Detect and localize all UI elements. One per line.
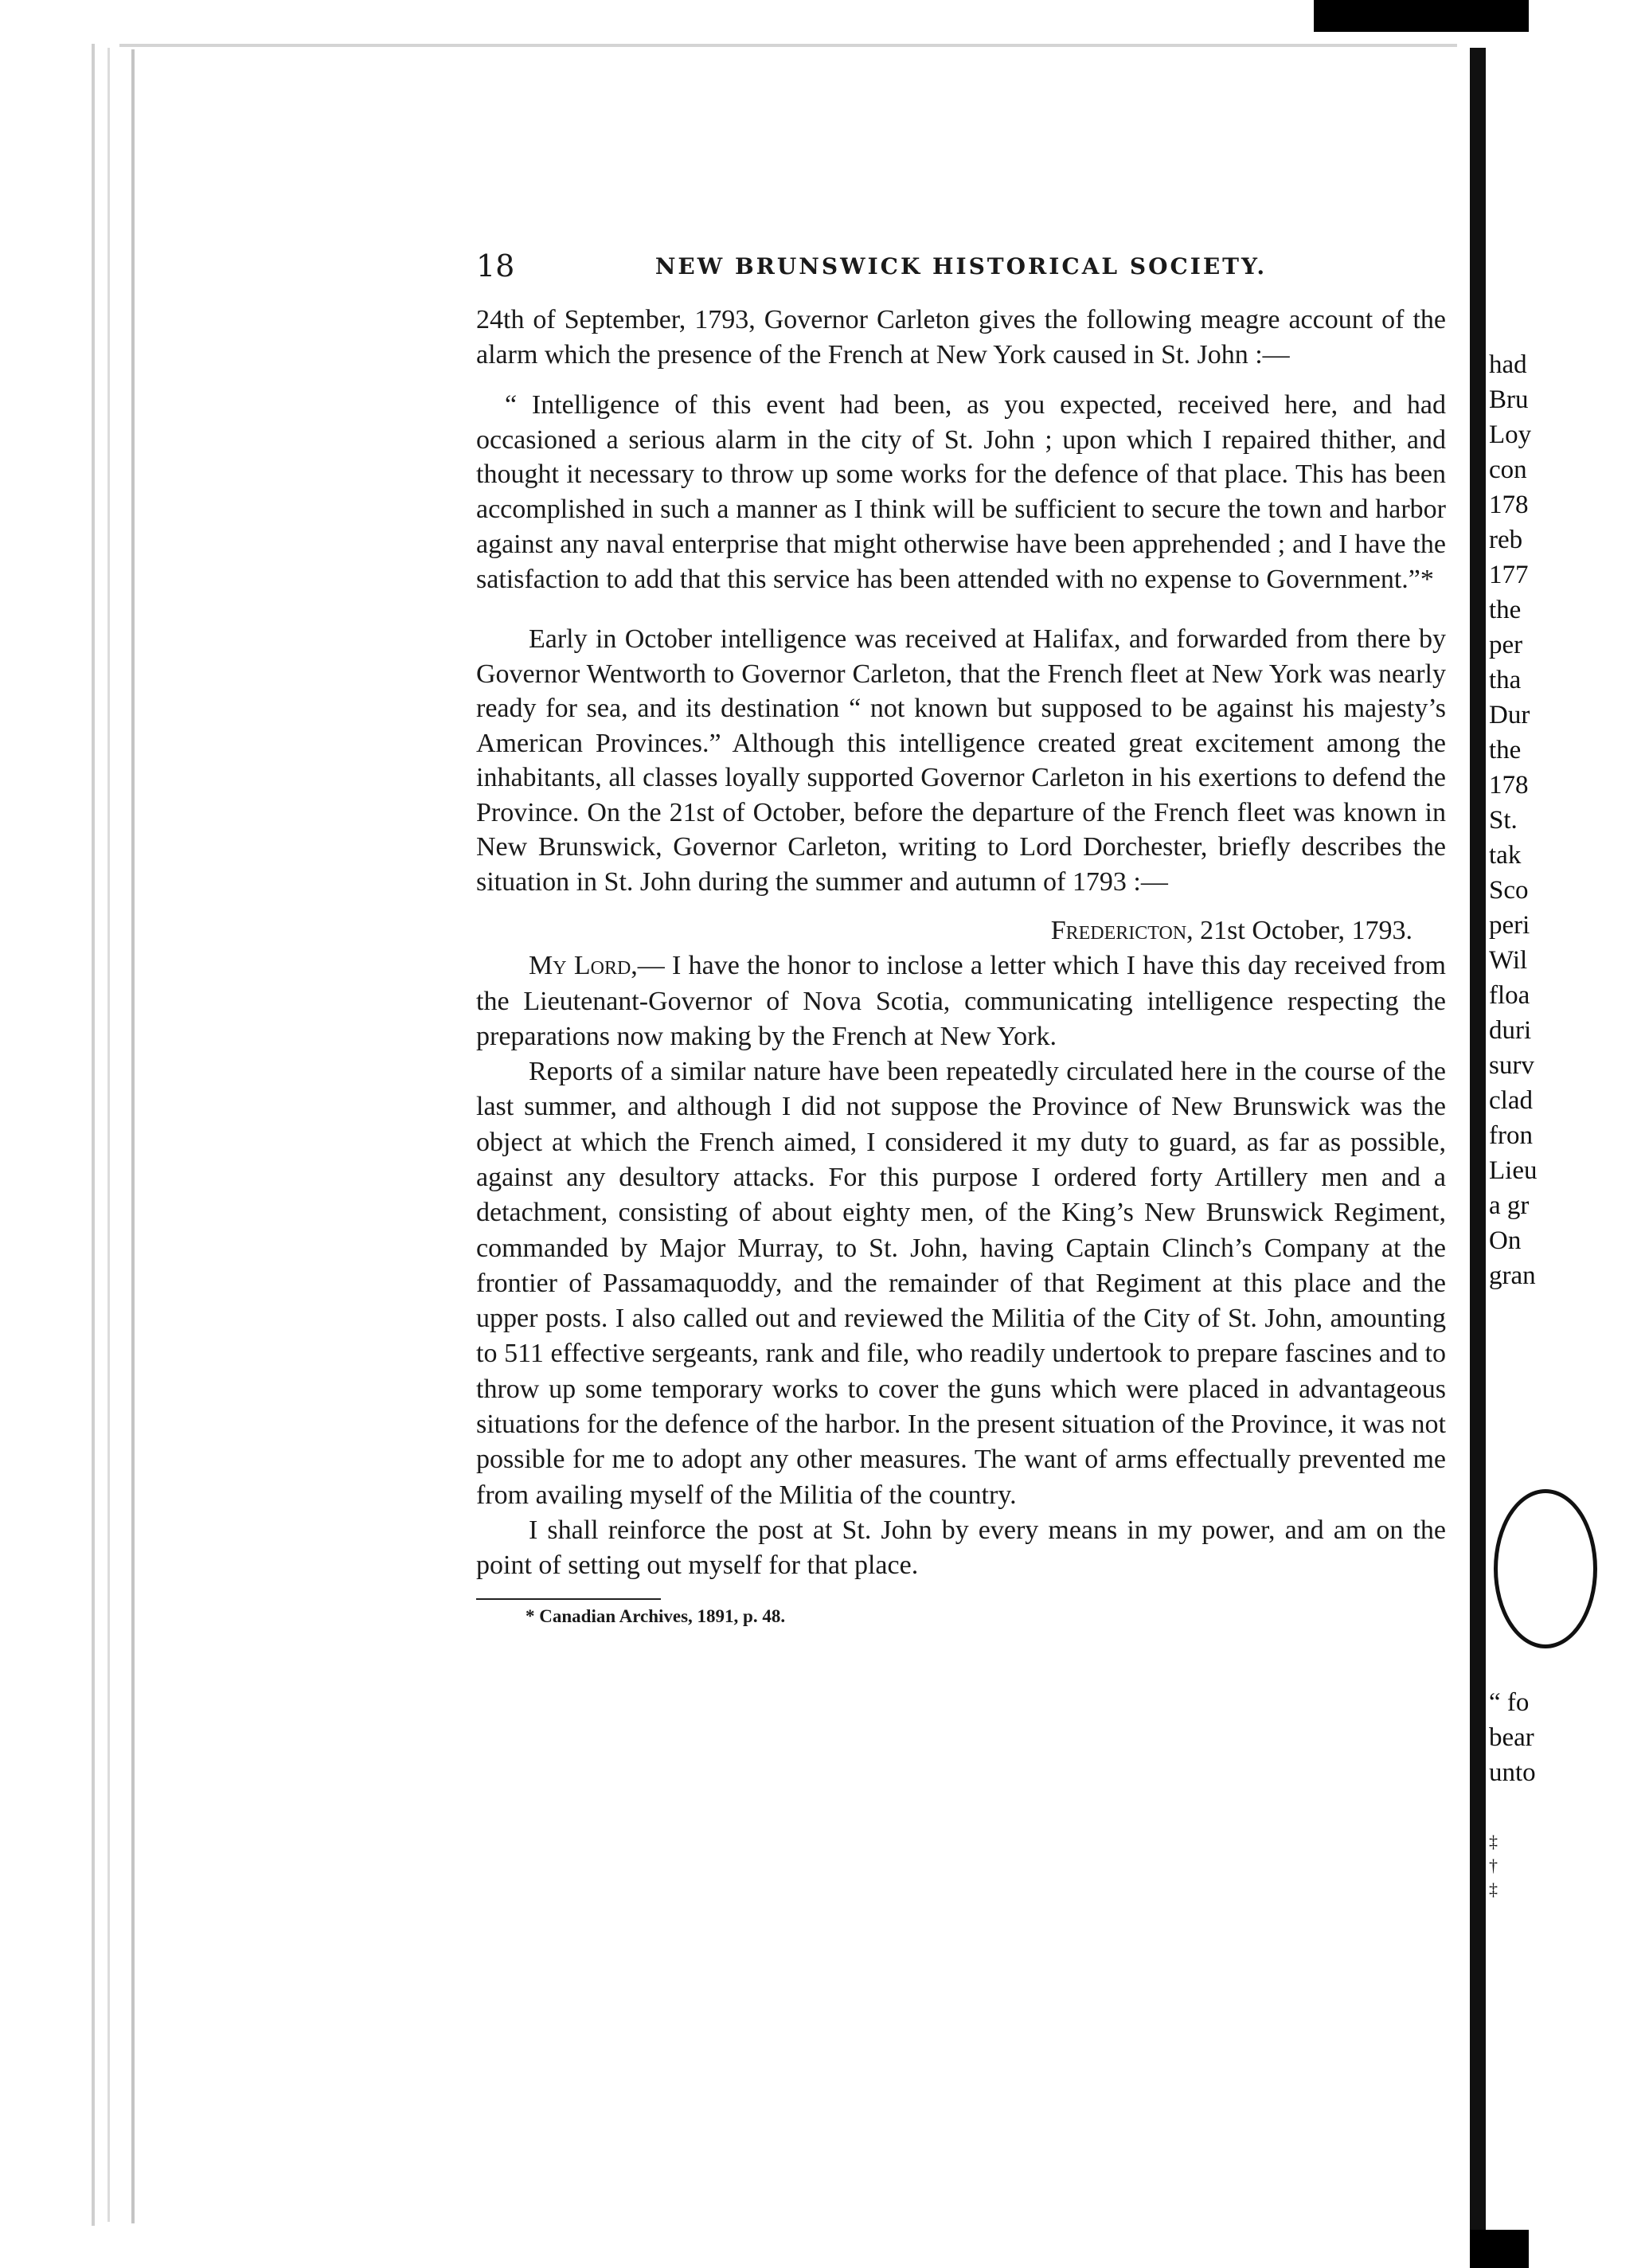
footnote-rule <box>476 1598 661 1600</box>
adjacent-page-fragment: the <box>1489 596 1522 624</box>
adjacent-page-fragment: fron <box>1489 1121 1533 1150</box>
letter-text: — I have the honor to inclose a letter which I have this day received from the Lieutenant-Governor of Nova Scotia, communicating intelligence respecting the preparations now making by the French at New York. <box>476 951 1446 1051</box>
paragraph: Early in October intelligence was received at Halifax, and forwarded from there by Governor Wentworth to Governor Carleton, that the French fleet at New York was nearly ready for sea, and its destination “ not known but supposed to be against his majesty’s American Provinces.” Although this intelligence created great excitement among the inhabitants, all classes loyally supported Governor Carleton in his exertions to defend the Province. On the 21st of October, before the departure of the French fleet was known in New Brunswick, Governor Carleton, writing to Lord Dorchester, briefly describes the situation in St. John during the summer and autumn of 1793 :— <box>476 624 1446 897</box>
adjacent-page-fragment: tha <box>1489 666 1522 694</box>
dateline-date: 21st October, 1793. <box>1193 916 1413 946</box>
book-page <box>476 239 1446 1627</box>
adjacent-page-fragment: Lieu <box>1489 1156 1538 1185</box>
scan-border-bottom <box>1470 2230 1529 2268</box>
adjacent-page-fragment: had <box>1489 350 1527 379</box>
adjacent-page-fragment: † <box>1489 1855 1498 1875</box>
letter-salutation: My Lord, <box>529 951 638 981</box>
paragraph: 24th of September, 1793, Governor Carleton gives the following meagre account of the alarm which the presence of the French at New York caused in St. John :— <box>476 305 1446 370</box>
adjacent-page-fragment: 178 <box>1489 771 1529 800</box>
page-stack-edge <box>92 44 95 2226</box>
adjacent-page-fragment: surv <box>1489 1051 1534 1080</box>
letter-dateline <box>476 913 1413 948</box>
adjacent-page-fragment: clad <box>1489 1086 1533 1115</box>
adjacent-page-ornament <box>1494 1489 1597 1648</box>
adjacent-page-fragment: 178 <box>1489 491 1529 519</box>
adjacent-page-fragment: peri <box>1489 911 1530 940</box>
adjacent-page-fragment: per <box>1489 631 1523 659</box>
adjacent-page-fragment: St. <box>1489 806 1518 835</box>
adjacent-page-fragment: gran <box>1489 1261 1536 1290</box>
adjacent-page-fragment: “ fo <box>1489 1688 1530 1717</box>
adjacent-page-fragment: reb <box>1489 526 1523 554</box>
adjacent-page-fragment: Loy <box>1489 420 1532 449</box>
adjacent-page-fragment: ‡ <box>1489 1832 1498 1852</box>
adjacent-page-fragment: Bru <box>1489 385 1529 414</box>
block-quote: “ Intelligence of this event had been, as you expected, received here, and had occasioned a serious alarm in the city of St. John ; upon which I repaired thither, and thought it necessary to throw up some works for the defence of that place. This has been accomplished in such a manner as I think will be sufficient to secure the town and harbor against any naval enterprise that might otherwise have been apprehended ; and I have the satisfaction to add that this service has been attended with no expense to Government.”* <box>476 390 1446 594</box>
adjacent-page-fragment: a gr <box>1489 1191 1530 1220</box>
adjacent-page-fragment: the <box>1489 736 1522 764</box>
page-number: 18 <box>476 248 515 284</box>
footnote: * Canadian Archives, 1891, p. 48. <box>526 1605 786 1626</box>
adjacent-page <box>1470 48 1538 2268</box>
adjacent-page-fragment: Dur <box>1489 701 1530 729</box>
adjacent-page-fragment: ‡ <box>1489 1879 1498 1899</box>
adjacent-page-fragment: Wil <box>1489 946 1528 975</box>
letter-paragraph: I shall reinforce the post at St. John by every means in my power, and am on the point of setting out myself for that place. <box>476 1515 1446 1581</box>
page-header <box>476 239 1446 295</box>
page-stack-edge <box>107 48 110 2222</box>
adjacent-page-fragment: tak <box>1489 841 1522 870</box>
adjacent-page-fragment: floa <box>1489 981 1530 1010</box>
scan-border-top-right <box>1401 0 1529 24</box>
page-top-edge <box>119 44 1457 47</box>
letter-paragraph <box>476 948 1446 1054</box>
letter-paragraph: Reports of a similar nature have been repeatedly circulated here in the course of the last summer, and although I did not suppose the Province of New Brunswick was the object at which the French aimed, I considered it my duty to guard, as far as possible, against any desultory attacks. For this purpose I ordered forty Artillery men and a detachment, consisting of about eighty men, of the King’s New Brunswick Regiment, commanded by Major Murray, to St. John, having Captain Clinch’s Company at the frontier of Passamaquoddy, and the remainder of that Regiment at this place and the upper posts. I also called out and reviewed the Militia of the City of St. John, amounting to 511 effective sergeants, rank and file, who readily undertook to prepare fascines and to throw up some temporary works to cover the guns which were placed in advantageous situations for the defence of the harbor. In the present situation of the Province, it was not possible for me to adopt any other measures. The want of arms effectually prevented me from availing myself of the Militia of the country. <box>476 1057 1447 1510</box>
adjacent-page-fragment: bear <box>1489 1723 1534 1752</box>
adjacent-page-fragment: Sco <box>1489 876 1529 905</box>
adjacent-page-fragment: unto <box>1489 1758 1536 1787</box>
dateline-place: Fredericton, <box>1050 916 1194 946</box>
page-stack-edge <box>131 49 135 2223</box>
adjacent-page-fragment: duri <box>1489 1016 1532 1045</box>
adjacent-page-fragment: On <box>1489 1226 1522 1255</box>
running-head: NEW BRUNSWICK HISTORICAL SOCIETY. <box>654 253 1268 280</box>
adjacent-page-fragment: con <box>1489 456 1527 484</box>
adjacent-page-fragment: 177 <box>1489 561 1529 589</box>
